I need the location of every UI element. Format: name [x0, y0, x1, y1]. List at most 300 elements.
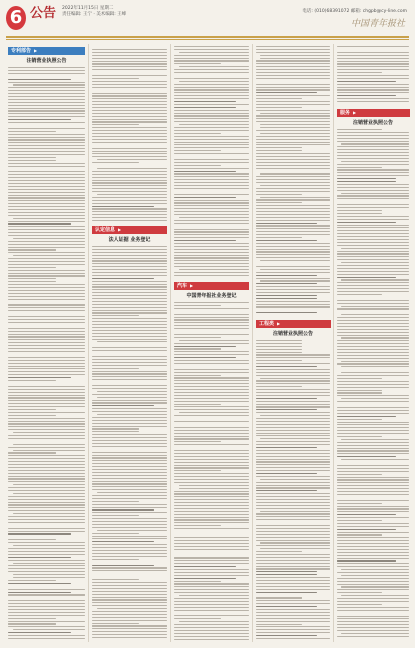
text-line [337, 392, 382, 393]
text-line [337, 98, 409, 99]
text-line [8, 464, 85, 465]
text-line [256, 199, 330, 200]
text-line [174, 159, 249, 160]
text-line [8, 328, 85, 329]
text-line [174, 380, 249, 381]
text-line [337, 190, 409, 191]
text-line [337, 465, 409, 466]
text-line [8, 409, 56, 410]
text-line [174, 231, 249, 232]
text-line [8, 389, 85, 390]
text-line [341, 575, 409, 576]
text-line [256, 357, 330, 358]
text-line [337, 355, 409, 356]
text-line [92, 182, 167, 183]
text-line [337, 66, 409, 67]
text-line [92, 518, 167, 519]
section-tag: 专利部告 ▶ [8, 47, 85, 55]
text-line [256, 386, 302, 387]
text-line [92, 211, 167, 212]
text-line [174, 615, 249, 616]
text-line [256, 496, 330, 497]
text-line [97, 159, 168, 160]
text-line [256, 473, 317, 474]
text-line [8, 461, 85, 462]
text-line [256, 75, 330, 76]
text-line [92, 472, 167, 473]
text-line [92, 599, 167, 600]
text-line [256, 427, 330, 428]
text-line [92, 498, 167, 499]
text-line [337, 326, 409, 327]
text-line [8, 626, 85, 627]
text-line [256, 571, 317, 572]
text-line [337, 135, 409, 136]
text-line [92, 292, 167, 293]
text-line [92, 486, 167, 487]
text-line [256, 182, 330, 183]
text-line [256, 490, 317, 491]
text-line [337, 222, 396, 223]
text-line [8, 557, 71, 558]
text-line [13, 238, 85, 239]
text-line [8, 603, 85, 604]
text-line [256, 306, 330, 307]
text-line [8, 134, 85, 135]
text-line [256, 251, 330, 252]
notice-body [174, 302, 249, 642]
text-line [337, 58, 409, 59]
text-line [256, 312, 317, 313]
text-line [92, 556, 167, 557]
text-line [92, 431, 139, 432]
notice-heading: 中国青年报社业务登记 [186, 293, 237, 299]
text-line [8, 284, 85, 285]
text-line [92, 177, 167, 178]
text-line [8, 490, 85, 491]
text-line [92, 116, 167, 117]
text-line [337, 271, 409, 272]
text-line [174, 107, 236, 108]
text-line [337, 288, 409, 289]
text-line [13, 513, 85, 514]
text-line [8, 215, 85, 216]
text-line [13, 574, 85, 575]
text-line [8, 174, 85, 175]
text-line [174, 528, 249, 529]
text-line [256, 228, 330, 229]
text-line [337, 636, 409, 637]
text-line [174, 624, 249, 625]
text-line [256, 286, 330, 287]
text-line [337, 55, 409, 56]
text-line [337, 61, 409, 62]
notice-heading: 注销营业执照公告 [352, 120, 393, 126]
text-line [256, 534, 330, 535]
text-line [256, 557, 330, 558]
text-line [174, 346, 236, 347]
text-line [92, 460, 167, 461]
text-line [174, 566, 236, 567]
text-line [337, 181, 396, 182]
text-line [174, 589, 249, 590]
text-line [256, 638, 330, 639]
text-line [8, 235, 85, 236]
text-line [337, 494, 409, 495]
text-line [337, 589, 409, 590]
text-line [260, 542, 330, 543]
text-line [174, 110, 249, 111]
text-line [337, 482, 409, 483]
text-line [341, 569, 409, 570]
text-line [341, 161, 409, 162]
text-line [8, 447, 85, 448]
text-line [174, 84, 249, 85]
text-line [337, 184, 409, 185]
text-line [92, 318, 167, 319]
text-line [92, 481, 167, 482]
text-line [97, 608, 168, 609]
text-line [256, 447, 317, 448]
text-line [174, 499, 249, 500]
text-line [8, 615, 85, 616]
text-line [8, 377, 71, 378]
text-line [337, 537, 409, 538]
text-line [337, 129, 382, 130]
text-line [174, 348, 221, 349]
text-line [8, 200, 85, 201]
text-line [337, 563, 409, 564]
text-line [337, 216, 409, 217]
text-line [92, 200, 167, 201]
text-line [337, 532, 409, 533]
text-line [256, 249, 330, 250]
text-line [174, 496, 249, 497]
text-line [337, 236, 409, 237]
text-line [256, 424, 330, 425]
text-line [92, 440, 167, 441]
text-line [92, 246, 167, 247]
text-line [256, 586, 330, 587]
text-line [8, 345, 85, 346]
text-line [174, 104, 249, 105]
text-line [337, 146, 409, 147]
text-line [179, 595, 250, 596]
text-line [174, 607, 249, 608]
text-line [337, 578, 409, 579]
text-line [256, 389, 330, 390]
text-line [92, 66, 167, 67]
text-line [337, 424, 409, 425]
text-line [97, 341, 168, 342]
text-line [92, 121, 167, 122]
text-line [174, 220, 249, 221]
text-line [337, 453, 409, 454]
text-line [256, 144, 330, 145]
text-line [174, 118, 249, 119]
text-line [337, 572, 409, 573]
text-line [174, 610, 249, 611]
text-line [174, 240, 236, 241]
text-line [256, 583, 330, 584]
text-line [174, 375, 221, 376]
text-line [8, 571, 85, 572]
text-line [92, 327, 167, 328]
text-line [8, 244, 85, 245]
text-line [92, 515, 139, 516]
text-line [256, 153, 330, 154]
text-line [8, 128, 85, 129]
text-line [256, 272, 330, 273]
text-line [92, 417, 167, 418]
text-line [92, 185, 167, 186]
text-line [174, 302, 249, 303]
text-line [92, 495, 167, 496]
notice-body [92, 46, 167, 224]
text-line [256, 621, 330, 622]
text-line [92, 180, 167, 181]
text-line [179, 217, 250, 218]
text-line [174, 459, 249, 460]
text-line [337, 242, 409, 243]
text-line [92, 151, 167, 152]
text-line [92, 153, 167, 154]
text-line [8, 397, 85, 398]
section-title: 公告 [30, 6, 57, 21]
text-line [174, 473, 249, 474]
text-line [337, 149, 409, 150]
text-line [174, 202, 249, 203]
text-line [92, 217, 167, 218]
text-line [256, 72, 330, 73]
text-line [8, 368, 85, 369]
text-line [92, 637, 167, 638]
text-line [256, 205, 330, 206]
text-line [260, 280, 330, 281]
text-line [92, 333, 167, 334]
text-line [174, 351, 249, 352]
text-line [256, 60, 330, 61]
text-line [337, 448, 409, 449]
editor-credits: 责任编辑: 王宁 · 美术编辑: 王峰 [62, 12, 127, 17]
text-line [174, 153, 249, 154]
text-line [92, 521, 167, 522]
text-line [174, 575, 249, 576]
text-line [337, 566, 409, 567]
text-line [8, 438, 85, 439]
text-line [256, 136, 330, 137]
text-line [174, 549, 249, 550]
text-line [256, 231, 330, 232]
text-line [92, 602, 167, 603]
text-line [97, 414, 168, 415]
text-line [174, 522, 249, 523]
text-line [8, 192, 85, 193]
text-line [337, 265, 409, 266]
text-line [92, 295, 167, 296]
text-line [341, 193, 409, 194]
text-line [337, 239, 409, 240]
text-line [174, 383, 249, 384]
text-line [92, 527, 167, 528]
text-line [97, 194, 168, 195]
text-line [256, 600, 330, 601]
notice-body [256, 46, 330, 316]
text-line [174, 401, 249, 402]
text-line [337, 207, 409, 208]
text-line [256, 78, 330, 79]
text-line [256, 383, 330, 384]
text-line [92, 252, 167, 253]
text-line [337, 508, 409, 509]
text-line [174, 46, 249, 47]
text-line [256, 147, 302, 148]
notice-heading: 注销营业执照公告 [272, 331, 313, 337]
text-line [92, 278, 154, 279]
notice-body [256, 340, 330, 642]
section-tag: 工程类 ▶ [256, 320, 331, 328]
text-line [8, 600, 85, 601]
text-line [174, 147, 249, 148]
text-line [256, 618, 330, 619]
text-line [337, 352, 409, 353]
text-line [8, 455, 85, 456]
text-line [92, 411, 167, 412]
text-line [92, 281, 167, 282]
text-line [256, 208, 330, 209]
text-line [92, 594, 167, 595]
text-line [337, 175, 409, 176]
text-line [8, 531, 85, 532]
text-line [337, 256, 409, 257]
text-line [92, 428, 139, 429]
text-line [174, 436, 249, 437]
text-line [337, 308, 409, 309]
text-line [174, 465, 249, 466]
text-line [13, 450, 85, 451]
text-line [8, 589, 85, 590]
text-line [260, 511, 330, 512]
text-line [8, 363, 85, 364]
section-tag: 服务 ▶ [337, 109, 410, 117]
text-line [8, 96, 85, 97]
text-line [174, 337, 221, 338]
text-line [341, 279, 409, 280]
text-line [337, 187, 409, 188]
text-line [8, 79, 71, 80]
text-line [8, 478, 85, 479]
text-line [8, 623, 56, 624]
text-line [337, 358, 409, 359]
text-line [92, 107, 167, 108]
text-line [256, 98, 302, 99]
text-line [92, 371, 167, 372]
text-line [92, 408, 167, 409]
text-line [341, 361, 409, 362]
text-line [8, 90, 85, 91]
text-line [341, 248, 409, 249]
text-line [92, 289, 167, 290]
text-line [174, 260, 249, 261]
text-line [8, 618, 56, 619]
text-line [256, 360, 302, 361]
text-line [92, 538, 167, 539]
text-line [260, 127, 330, 128]
text-line [337, 75, 409, 76]
text-line [13, 484, 85, 485]
text-line [92, 475, 167, 476]
text-line [92, 284, 167, 285]
text-line [92, 113, 167, 114]
text-line [92, 457, 167, 458]
text-line [337, 158, 409, 159]
text-line [92, 588, 167, 589]
text-line [256, 237, 302, 238]
text-line [174, 592, 249, 593]
text-line [92, 275, 167, 276]
text-line [337, 375, 409, 376]
text-line [174, 540, 249, 541]
text-line [174, 237, 249, 238]
text-line [256, 165, 330, 166]
text-line [337, 335, 409, 336]
text-line [256, 406, 330, 407]
notice-body [92, 246, 167, 642]
text-line [8, 67, 85, 68]
text-line [256, 461, 330, 462]
text-line [92, 63, 167, 64]
text-line [174, 525, 221, 526]
issue-meta [62, 6, 126, 18]
text-line [92, 298, 167, 299]
text-line [256, 66, 330, 67]
text-line [337, 450, 409, 451]
text-line [174, 511, 249, 512]
text-line [92, 567, 167, 568]
text-line [341, 337, 409, 338]
text-line [8, 180, 85, 181]
text-line [8, 151, 85, 152]
text-line [8, 467, 85, 468]
text-line [92, 304, 167, 305]
text-line [13, 563, 85, 564]
text-line [8, 452, 56, 453]
text-line [337, 300, 409, 301]
text-line [92, 197, 167, 198]
text-line [337, 511, 409, 512]
text-line [92, 119, 167, 120]
text-line [8, 565, 85, 566]
text-line [174, 372, 249, 373]
text-line [8, 380, 56, 381]
text-line [8, 232, 85, 233]
text-line [256, 292, 330, 293]
text-line [8, 186, 85, 187]
text-line [341, 398, 409, 399]
text-line [256, 502, 330, 503]
text-line [179, 485, 250, 486]
text-line [174, 537, 249, 538]
text-line [179, 66, 250, 67]
text-line [92, 541, 154, 542]
text-line [174, 322, 249, 323]
text-line [8, 334, 85, 335]
text-line [260, 173, 330, 174]
text-line [8, 195, 85, 196]
text-line [13, 444, 85, 445]
text-line [13, 493, 85, 494]
text-line [337, 259, 409, 260]
